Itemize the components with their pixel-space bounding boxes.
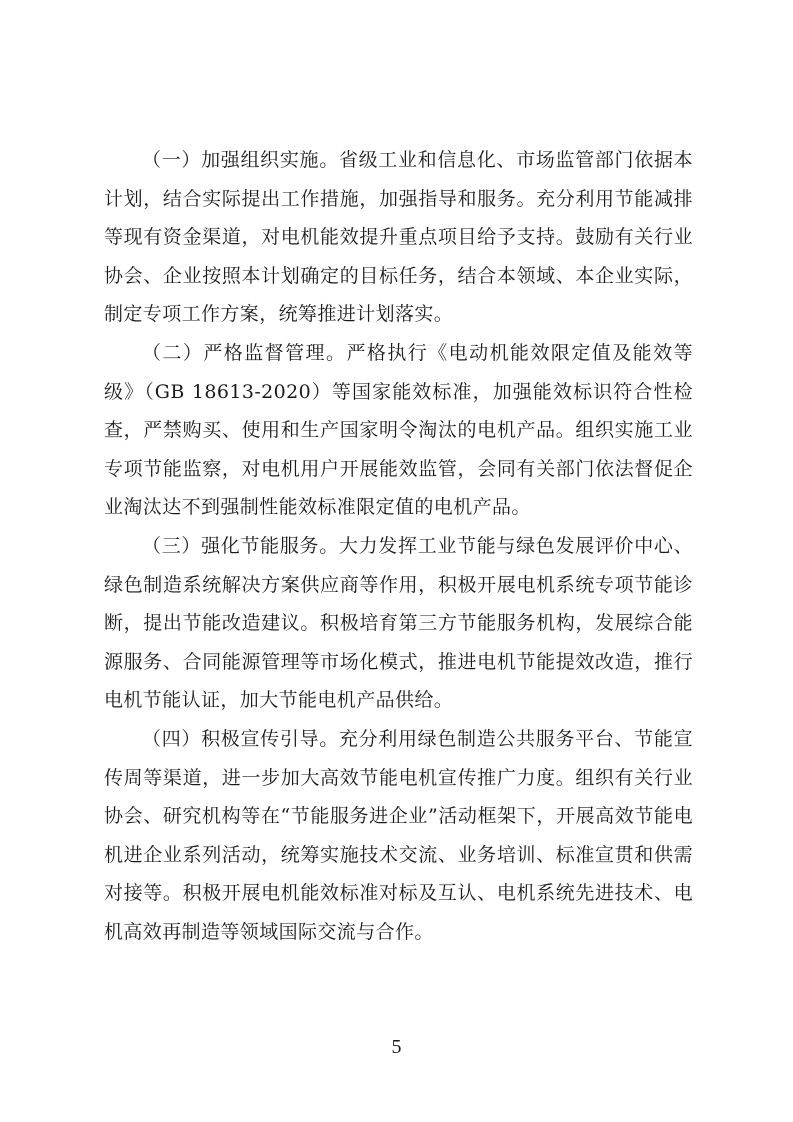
page-number: 5 [391, 1036, 402, 1058]
paragraph-text: 严格执行《电动机能效限定值及能效等级》（GB 18613-2020）等国家能效标准，加强能效标识符合性检查，严禁购买、使用和生产国家明令淘汰的电机产品。组织实施工业专项节能监察，对电机用户开展能效监管，会同有关部门依法督促企业淘汰达不到强制性能效标准限定值的电机产品。 [104, 341, 693, 519]
paragraph-text: 省级工业和信息化、市场监管部门依据本计划，结合实际提出工作措施，加强指导和服务。充分利用节能减排等现有资金渠道，对电机能效提升重点项目给予支持。鼓励有关行业协会、企业按照本计划确定的目标任务，结合本领域、本企业实际，制定专项工作方案，统筹推进计划落实。 [104, 149, 693, 326]
paragraph-heading: （一）加强组织实施。 [142, 149, 339, 171]
paragraph-heading: （四）积极宣传引导。 [142, 727, 339, 750]
document-body [104, 141, 693, 951]
paragraph-text: 大力发挥工业节能与绿色发展评价中心、绿色制造系统解决方案供应商等作用，积极开展电机系统专项节能诊断，提出节能改造建议。积极培育第三方节能服务机构，发展综合能源服务、合同能源管理等市场化模式，推进电机节能提效改造，推行电机节能认证，加大节能电机产品供给。 [104, 534, 693, 712]
paragraph-heading: （三）强化节能服务。 [142, 534, 339, 557]
paragraph-organization [104, 141, 693, 334]
paragraph-heading: （二）严格监督管理。 [142, 341, 347, 364]
paragraph-services [104, 527, 693, 720]
paragraph-publicity [104, 720, 693, 952]
paragraph-supervision [104, 334, 693, 527]
paragraph-text: 充分利用绿色制造公共服务平台、节能宣传周等渠道，进一步加大高效节能电机宣传推广力度。组织有关行业协会、研究机构等在“节能服务进企业”活动框架下，开展高效节能电机进企业系列活动，统筹实施技术交流、业务培训、标准宣贯和供需对接等。积极开展电机能效标准对标及互认、电机系统先进技术、电机高效再制造等领域国际交流与合作。 [104, 727, 693, 943]
